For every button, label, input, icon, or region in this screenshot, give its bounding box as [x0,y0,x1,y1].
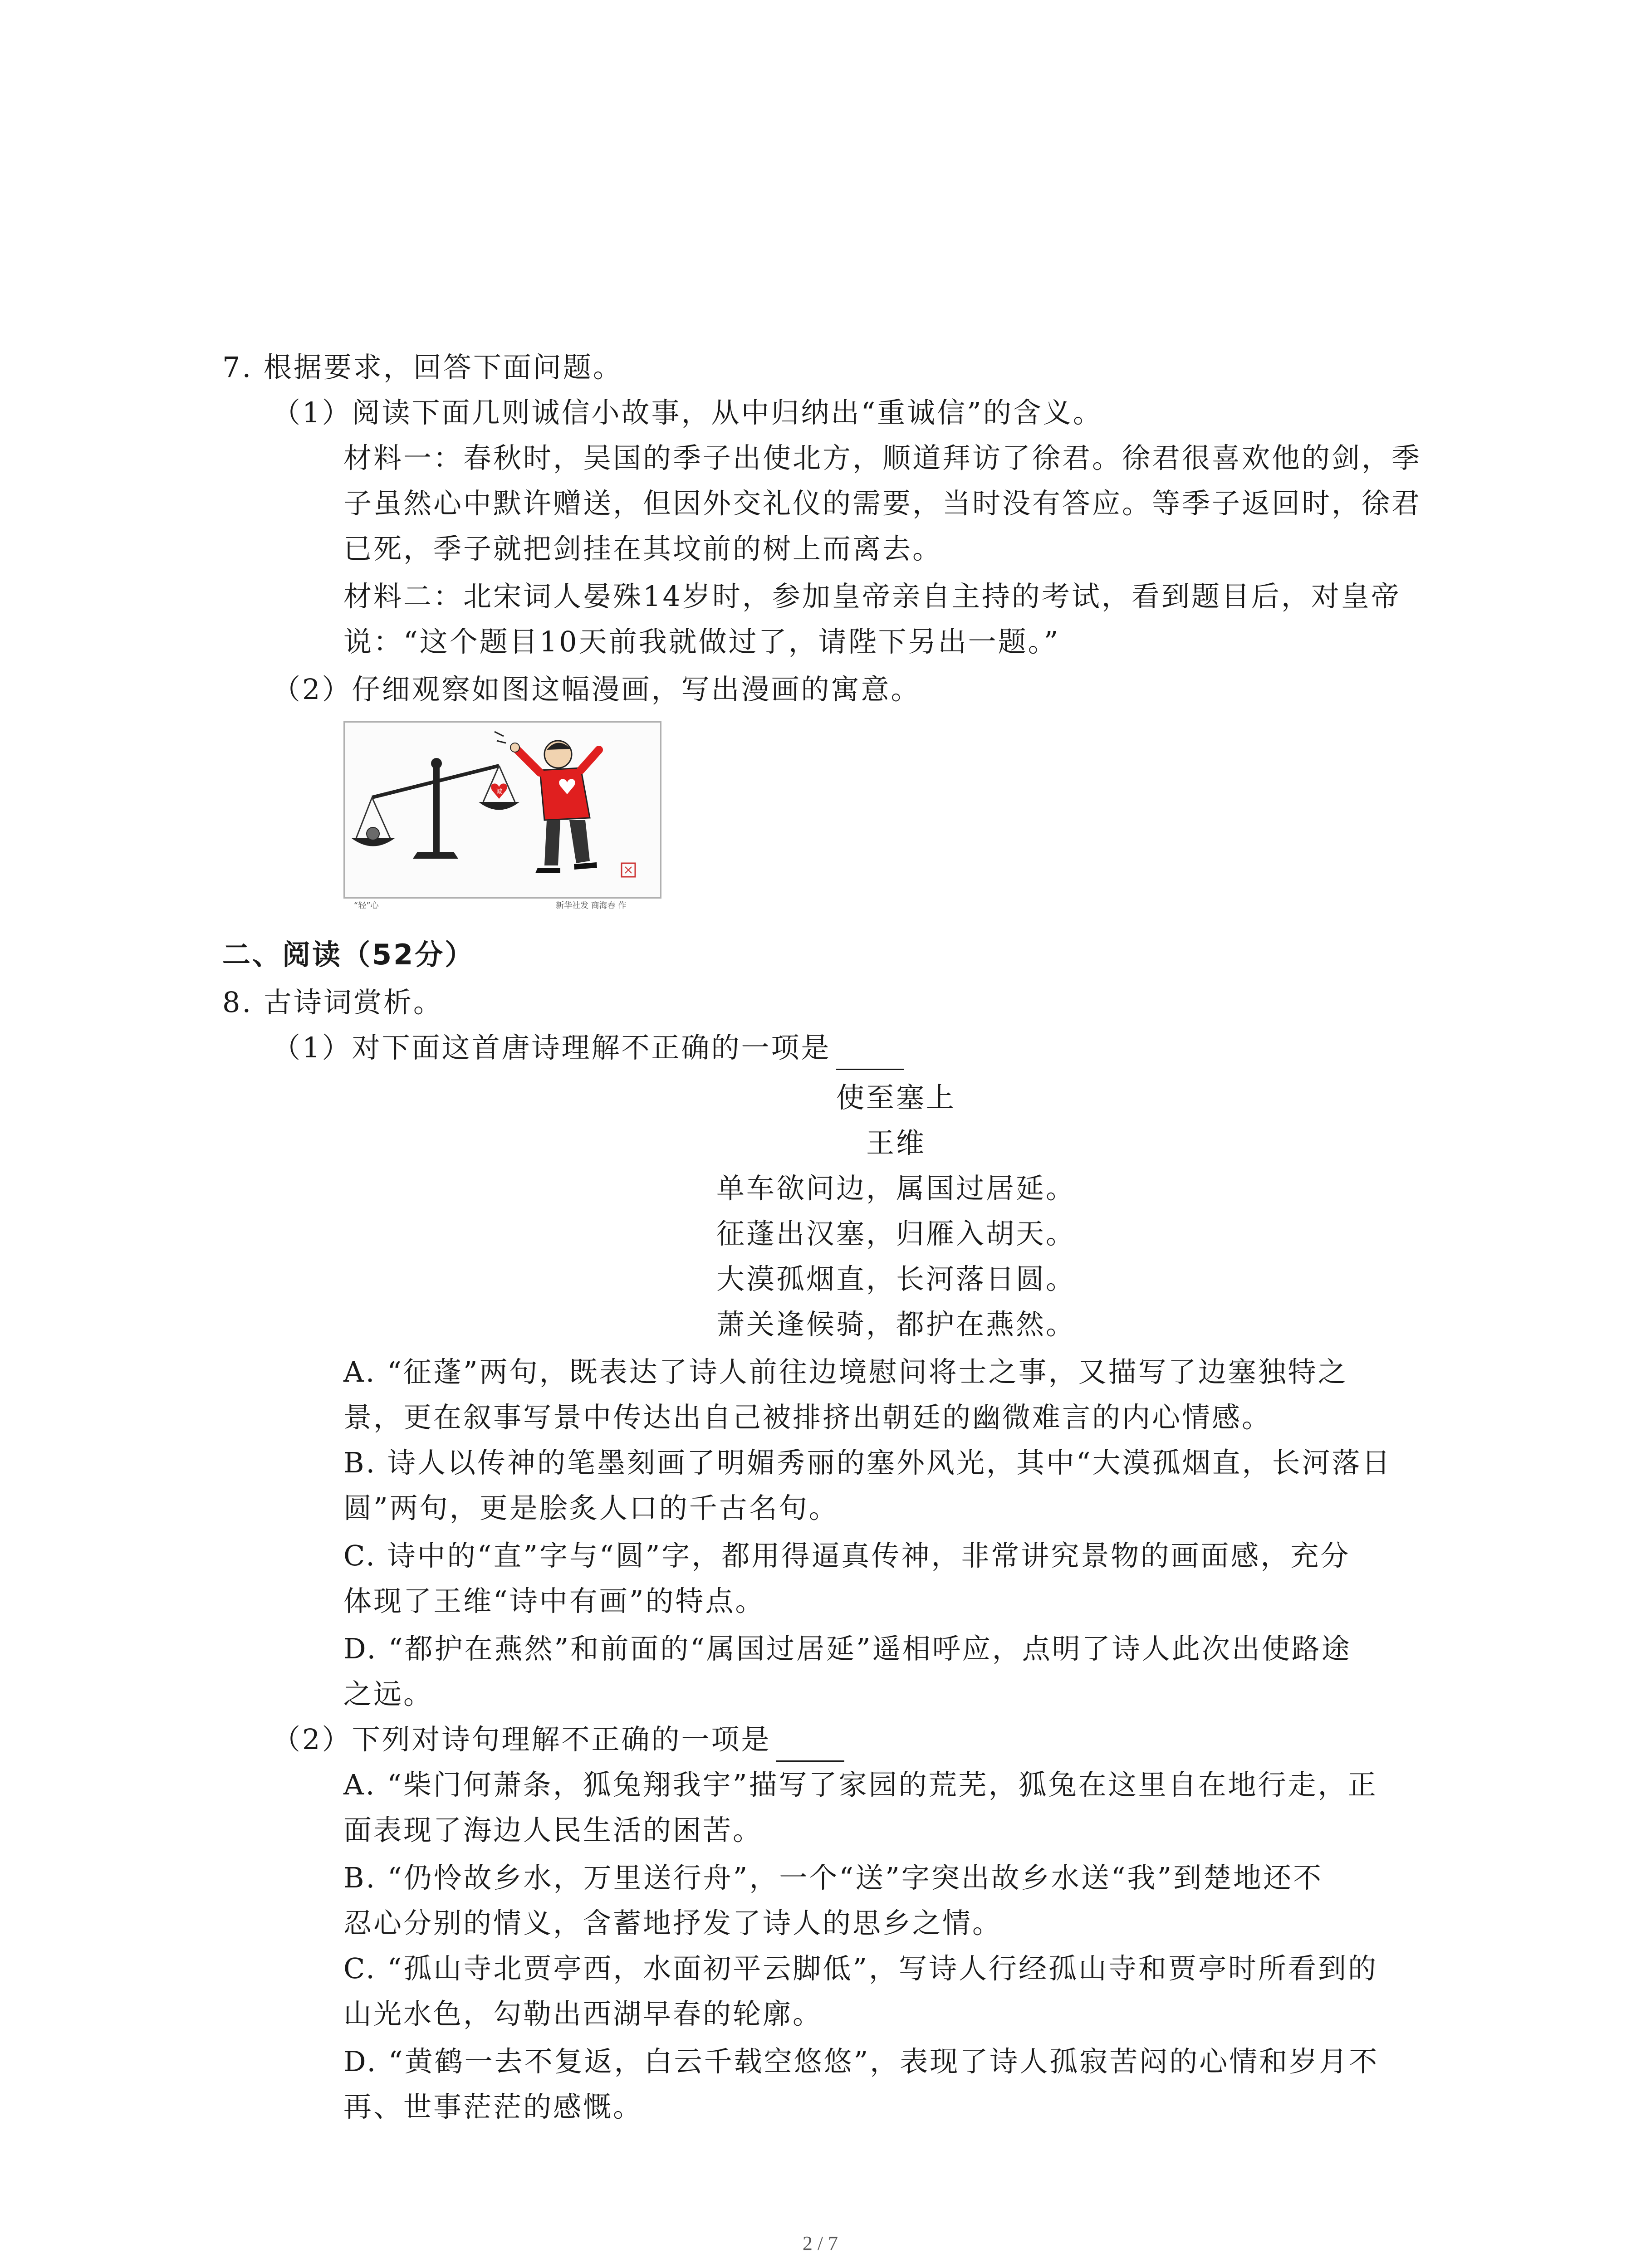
q7-material2-line2: 说：“这个题目10天前我就做过了，请陛下另出一题。” [343,625,1060,658]
page-number: 2 / 7 [802,2232,838,2254]
option-a-line2: 面表现了海边人民生活的困苦。 [343,1813,763,1847]
answer-blank[interactable] [836,1041,904,1070]
answer-blank[interactable] [776,1733,844,1762]
option-c-line2: 山光水色，勾勒出西湖早春的轮廓。 [343,1997,823,2030]
option-b-line2: 圆”两句，更是脍炙人口的千古名句。 [343,1491,839,1525]
heart-label: 诚 [496,788,502,796]
option-d-line1: D. “黄鹤一去不复返，白云千载空悠悠”，表现了诗人孤寂苦闷的心情和岁月不 [343,2045,1379,2078]
q8-part1 [272,1025,904,1070]
poem-line: 征蓬出汉塞，归雁入胡天。 [716,1217,1076,1250]
q8-part2-text: （2）下列对诗句理解不正确的一项是 [272,1723,771,1756]
option-d-line1: D. “都护在燕然”和前面的“属国过居延”遥相呼应，点明了诗人此次出使路途 [343,1632,1352,1665]
poem-line: 大漠孤烟直，长河落日圆。 [716,1262,1076,1295]
q8-title: 8. 古诗词赏析。 [222,986,443,1019]
option-a-line1: A. “柴门何萧条，狐兔翔我宇”描写了家园的荒芜，狐兔在这里自在地行走，正 [343,1768,1378,1801]
q8-part1-text: （1）对下面这首唐诗理解不正确的一项是 [272,1031,831,1064]
option-c-line1: C. “孤山寺北贾亭西，水面初平云脚低”，写诗人行经孤山寺和贾亭时所看到的 [343,1952,1378,1985]
option-d-line2: 之远。 [343,1677,434,1711]
q7-material2-line1: 材料二：北宋词人晏殊14岁时，参加皇帝亲自主持的考试，看到题目后，对皇帝 [343,580,1401,613]
option-c-line2: 体现了王维“诗中有画”的特点。 [343,1584,765,1618]
cartoon-caption-right: 新华社发 商海春 作 [556,901,627,910]
q7-material1-line2: 子虽然心中默许赠送，但因外交礼仪的需要，当时没有答应。等季子返回时，徐君 [343,487,1422,520]
q7-title: 7. 根据要求，回答下面问题。 [222,351,623,384]
option-c-line1: C. 诗中的“直”字与“圆”字，都用得逼真传神，非常讲究景物的画面感，充分 [343,1539,1351,1572]
q7-part2: （2）仔细观察如图这幅漫画，写出漫画的寓意。 [272,673,921,706]
cartoon-image [343,721,661,910]
option-b-line1: B. “仍怜故乡水，万里送行舟”，一个“送”字突出故乡水送“我”到楚地还不 [343,1861,1323,1894]
q7-part1: （1）阅读下面几则诚信小故事，从中归纳出“重诚信”的含义。 [272,396,1103,429]
poem-author: 王维 [866,1126,926,1159]
q7-material1-line1: 材料一：春秋时，吴国的季子出使北方，顺道拜访了徐君。徐君很喜欢他的剑，季 [343,441,1422,474]
option-b-line2: 忍心分别的情义，含蓄地抒发了诗人的思乡之情。 [343,1906,1003,1940]
option-b-line1: B. 诗人以传神的笔墨刻画了明媚秀丽的塞外风光，其中“大漠孤烟直，长河落日 [343,1446,1392,1479]
option-a-line2: 景，更在叙事写景中传达出自己被排挤出朝廷的幽微难言的内心情感。 [343,1401,1272,1434]
poem-line: 萧关逢候骑，都护在燕然。 [716,1308,1076,1341]
balance-scale-cartoon [345,723,657,894]
section-heading: 二、阅读（52分） [222,938,475,971]
option-a-line1: A. “征蓬”两句，既表达了诗人前往边境慰问将士之事，又描写了边塞独特之 [343,1355,1348,1388]
q7-material1-line3: 已死，季子就把剑挂在其坟前的树上而离去。 [343,532,943,565]
poem-title: 使至塞上 [836,1081,956,1114]
poem-line: 单车欲问边，属国过居延。 [716,1172,1076,1205]
cartoon-caption-left: “轻”心 [354,901,379,910]
q8-part2 [272,1717,844,1762]
option-d-line2: 再、世事茫茫的感慨。 [343,2090,643,2123]
